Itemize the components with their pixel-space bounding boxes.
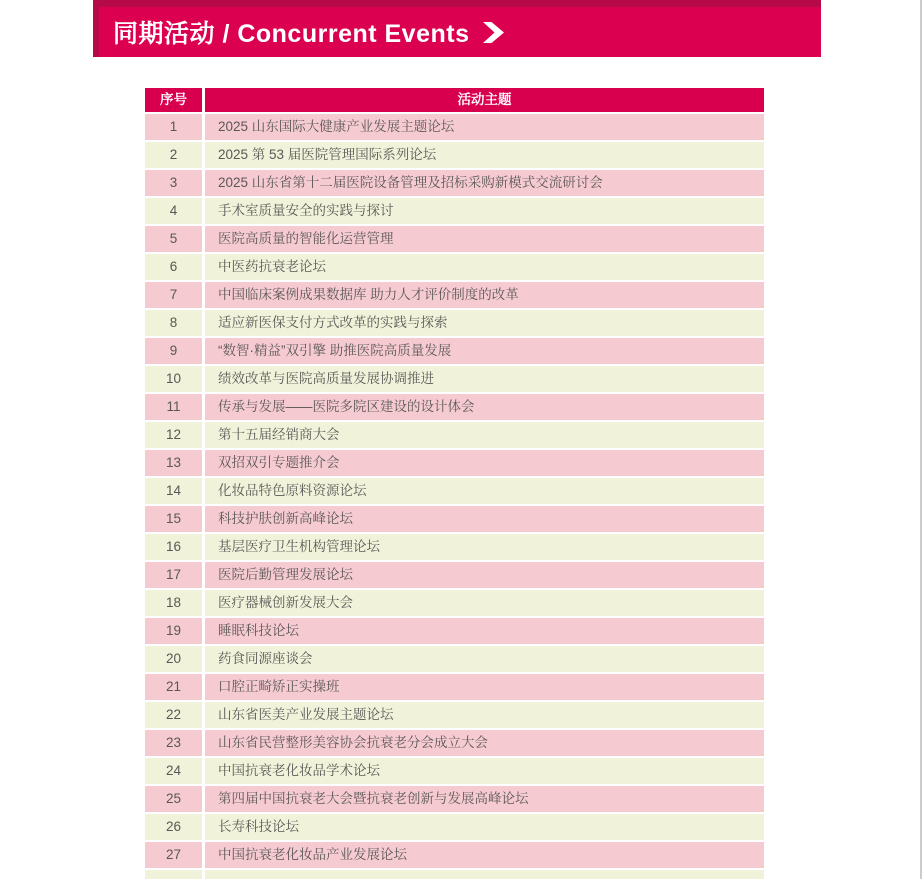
table-row: [145, 618, 764, 644]
row-index: [145, 870, 202, 879]
row-index: 26: [145, 814, 202, 840]
row-index: 13: [145, 450, 202, 476]
row-index: 17: [145, 562, 202, 588]
chevron-right-icon: [482, 21, 505, 44]
row-index: 15: [145, 506, 202, 532]
row-index: 1: [145, 114, 202, 140]
row-topic: [205, 870, 764, 879]
row-topic: 2025 山东省第十二届医院设备管理及招标采购新模式交流研讨会: [205, 170, 764, 196]
row-index: 6: [145, 254, 202, 280]
row-topic: 基层医疗卫生机构管理论坛: [205, 534, 764, 560]
row-topic: 手术室质量安全的实践与探讨: [205, 198, 764, 224]
row-index: 19: [145, 618, 202, 644]
table-row: [145, 562, 764, 588]
section-banner: [93, 0, 821, 57]
row-index: 9: [145, 338, 202, 364]
table-header-topic: 活动主题: [205, 88, 764, 112]
table-row: [145, 310, 764, 336]
row-index: 12: [145, 422, 202, 448]
row-topic: 医院后勤管理发展论坛: [205, 562, 764, 588]
table-row: [145, 422, 764, 448]
row-topic: 医疗器械创新发展大会: [205, 590, 764, 616]
table-header-row: [145, 88, 764, 112]
row-topic: 药食同源座谈会: [205, 646, 764, 672]
row-index: 22: [145, 702, 202, 728]
section-banner-front: [99, 7, 821, 57]
table-row: [145, 534, 764, 560]
row-index: 7: [145, 282, 202, 308]
table-row: [145, 674, 764, 700]
row-topic: 化妆品特色原料资源论坛: [205, 478, 764, 504]
concurrent-events-table: [145, 88, 764, 879]
row-index: 25: [145, 786, 202, 812]
row-topic: 中国抗衰老化妆品学术论坛: [205, 758, 764, 784]
row-topic: 中国抗衰老化妆品产业发展论坛: [205, 842, 764, 868]
row-index: 24: [145, 758, 202, 784]
table-row: [145, 366, 764, 392]
row-topic: 口腔正畸矫正实操班: [205, 674, 764, 700]
row-topic: 绩效改革与医院高质量发展协调推进: [205, 366, 764, 392]
table-row: [145, 394, 764, 420]
table-row: [145, 814, 764, 840]
table-row: [145, 198, 764, 224]
row-topic: 睡眠科技论坛: [205, 618, 764, 644]
row-topic: 适应新医保支付方式改革的实践与探索: [205, 310, 764, 336]
table-row: [145, 142, 764, 168]
events-table-body: [145, 114, 764, 868]
table-row: [145, 730, 764, 756]
row-topic: 中国临床案例成果数据库 助力人才评价制度的改革: [205, 282, 764, 308]
row-index: 10: [145, 366, 202, 392]
table-row: [145, 646, 764, 672]
row-index: 8: [145, 310, 202, 336]
row-index: 23: [145, 730, 202, 756]
table-row: [145, 338, 764, 364]
row-topic: 中医药抗衰老论坛: [205, 254, 764, 280]
table-row: [145, 114, 764, 140]
row-index: 20: [145, 646, 202, 672]
row-index: 27: [145, 842, 202, 868]
row-topic: 科技护肤创新高峰论坛: [205, 506, 764, 532]
row-topic: 山东省医美产业发展主题论坛: [205, 702, 764, 728]
row-topic: 双招双引专题推介会: [205, 450, 764, 476]
table-row: [145, 702, 764, 728]
table-header-index: 序号: [145, 88, 202, 112]
section-title: 同期活动 / Concurrent Events: [113, 20, 470, 48]
row-topic: 医院高质量的智能化运营管理: [205, 226, 764, 252]
row-topic: “数智·精益”双引擎 助推医院高质量发展: [205, 338, 764, 364]
row-index: 2: [145, 142, 202, 168]
row-topic: 山东省民营整形美容协会抗衰老分会成立大会: [205, 730, 764, 756]
row-topic: 长寿科技论坛: [205, 814, 764, 840]
table-row: [145, 170, 764, 196]
table-row: [145, 590, 764, 616]
row-topic: 2025 第 53 届医院管理国际系列论坛: [205, 142, 764, 168]
row-index: 5: [145, 226, 202, 252]
table-row: [145, 842, 764, 868]
table-row: [145, 226, 764, 252]
row-index: 21: [145, 674, 202, 700]
row-topic: 传承与发展——医院多院区建设的设计体会: [205, 394, 764, 420]
row-index: 3: [145, 170, 202, 196]
row-index: 14: [145, 478, 202, 504]
row-topic: 第四届中国抗衰老大会暨抗衰老创新与发展高峰论坛: [205, 786, 764, 812]
row-topic: 第十五届经销商大会: [205, 422, 764, 448]
table-row: [145, 506, 764, 532]
row-topic: 2025 山东国际大健康产业发展主题论坛: [205, 114, 764, 140]
table-row: [145, 450, 764, 476]
row-index: 18: [145, 590, 202, 616]
table-row: [145, 478, 764, 504]
table-row: [145, 786, 764, 812]
table-row: [145, 282, 764, 308]
table-row: [145, 758, 764, 784]
table-row-partial: [145, 870, 764, 879]
row-index: 16: [145, 534, 202, 560]
row-index: 11: [145, 394, 202, 420]
row-index: 4: [145, 198, 202, 224]
table-row: [145, 254, 764, 280]
